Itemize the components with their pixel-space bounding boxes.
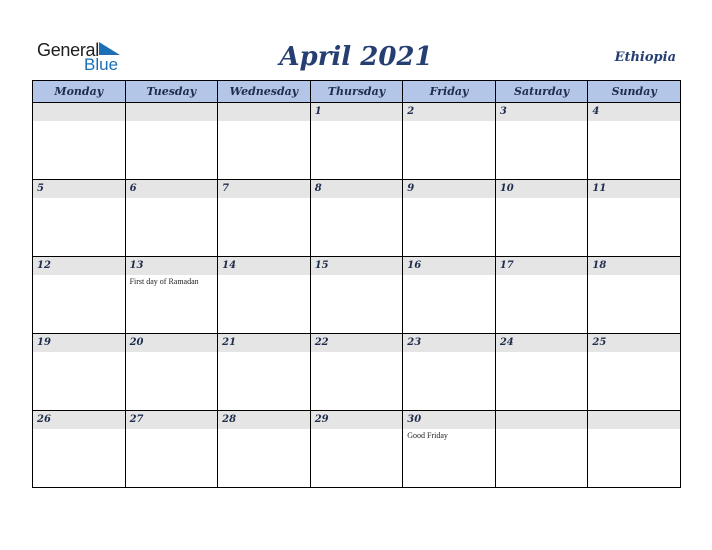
week-row — [33, 180, 681, 257]
day-cell[interactable] — [33, 180, 126, 257]
week-row — [33, 257, 681, 334]
day-cell[interactable] — [126, 103, 219, 180]
day-number-strip — [311, 103, 403, 121]
logo-text-general: General — [37, 40, 99, 60]
holiday-label: Good Friday — [407, 431, 448, 440]
day-number-strip — [588, 103, 680, 121]
day-number-strip — [311, 180, 403, 198]
day-number: 9 — [407, 183, 415, 194]
day-number: 12 — [37, 260, 51, 271]
day-cell[interactable] — [126, 334, 219, 411]
day-cell[interactable] — [496, 411, 589, 488]
day-number-strip — [403, 103, 495, 121]
day-cell[interactable] — [403, 103, 496, 180]
day-number: 28 — [222, 414, 237, 425]
day-cell[interactable] — [403, 180, 496, 257]
day-cell[interactable] — [588, 411, 681, 488]
day-number: 7 — [222, 183, 230, 194]
day-cell[interactable] — [311, 334, 404, 411]
day-number: 29 — [314, 414, 329, 425]
logo-text-blue: Blue — [84, 55, 119, 74]
weekday-header-row — [33, 81, 681, 103]
day-cell[interactable] — [311, 103, 404, 180]
day-number: 23 — [407, 337, 422, 348]
weekday-monday: Monday — [33, 81, 126, 103]
day-cell[interactable] — [218, 257, 311, 334]
day-cell[interactable] — [126, 257, 219, 334]
week-row — [33, 103, 681, 180]
day-cell[interactable] — [496, 180, 589, 257]
weekday-friday: Friday — [403, 81, 496, 103]
weekday-wednesday: Wednesday — [218, 81, 311, 103]
day-cell[interactable] — [496, 103, 589, 180]
day-cell[interactable] — [403, 257, 496, 334]
day-cell[interactable] — [311, 411, 404, 488]
week-row — [33, 411, 681, 488]
day-cell[interactable] — [496, 257, 589, 334]
day-cell[interactable] — [218, 334, 311, 411]
day-cell[interactable] — [311, 180, 404, 257]
day-number: 26 — [37, 414, 51, 425]
day-number-strip — [33, 103, 125, 121]
day-number-strip — [218, 103, 310, 121]
day-number: 18 — [592, 260, 607, 271]
day-number-strip — [126, 103, 218, 121]
day-number: 27 — [129, 414, 144, 425]
day-cell[interactable] — [588, 180, 681, 257]
day-number: 30 — [407, 414, 422, 425]
day-number: 17 — [499, 260, 514, 271]
day-number: 19 — [37, 337, 51, 348]
day-number: 16 — [407, 260, 422, 271]
day-number: 15 — [314, 260, 329, 271]
day-number: 21 — [222, 337, 237, 348]
day-number: 24 — [499, 337, 514, 348]
day-number: 6 — [129, 183, 137, 194]
weekday-saturday: Saturday — [496, 81, 589, 103]
day-cell[interactable] — [33, 334, 126, 411]
day-number-strip — [403, 180, 495, 198]
day-cell[interactable] — [33, 257, 126, 334]
weekday-sunday: Sunday — [588, 81, 681, 103]
day-cell[interactable] — [588, 257, 681, 334]
calendar-weeks — [33, 103, 681, 488]
day-number: 8 — [314, 183, 322, 194]
day-cell[interactable] — [33, 103, 126, 180]
day-number: 11 — [592, 183, 607, 194]
day-number: 22 — [314, 337, 329, 348]
day-number-strip — [588, 411, 680, 429]
day-cell[interactable] — [403, 334, 496, 411]
day-cell[interactable] — [218, 103, 311, 180]
day-cell[interactable] — [218, 180, 311, 257]
day-cell[interactable] — [588, 103, 681, 180]
day-cell[interactable] — [311, 257, 404, 334]
week-row — [33, 334, 681, 411]
day-number: 14 — [222, 260, 237, 271]
day-cell[interactable] — [33, 411, 126, 488]
day-number: 20 — [129, 337, 144, 348]
day-number: 13 — [129, 260, 144, 271]
day-cell[interactable] — [126, 180, 219, 257]
day-number-strip — [218, 180, 310, 198]
day-cell[interactable] — [218, 411, 311, 488]
day-cell[interactable] — [588, 334, 681, 411]
weekday-thursday: Thursday — [311, 81, 404, 103]
day-cell[interactable] — [126, 411, 219, 488]
day-number-strip — [496, 411, 588, 429]
day-number-strip — [33, 180, 125, 198]
day-number: 5 — [37, 183, 44, 194]
day-number: 3 — [499, 106, 507, 117]
day-cell[interactable] — [496, 334, 589, 411]
weekday-tuesday: Tuesday — [126, 81, 219, 103]
day-number: 4 — [592, 106, 600, 117]
calendar-title: April 2021 — [279, 42, 433, 72]
holiday-label: First day of Ramadan — [129, 277, 199, 286]
calendar-grid — [32, 80, 681, 488]
day-number-strip — [126, 180, 218, 198]
day-number: 1 — [314, 106, 322, 117]
country-label: Ethiopia — [614, 50, 676, 65]
day-number: 25 — [592, 337, 607, 348]
day-number: 2 — [407, 106, 415, 117]
day-number: 10 — [499, 183, 514, 194]
day-number-strip — [496, 103, 588, 121]
day-cell[interactable] — [403, 411, 496, 488]
